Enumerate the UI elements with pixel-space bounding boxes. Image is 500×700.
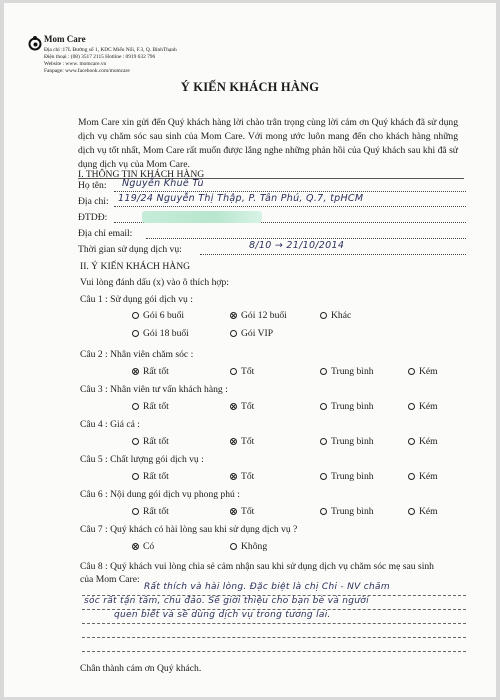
radio-icon: [230, 543, 237, 550]
option-label: Kém: [419, 366, 438, 377]
q1-label: Câu 1 : Sử dụng gói dịch vụ :: [80, 294, 193, 305]
radio-checked-icon: [230, 403, 237, 410]
address-label: Địa chỉ:: [78, 196, 109, 207]
company-address: Địa chỉ :17L Đường số 1, KDC Miếu Nổi, F.3, Q. BìnhThạnh: [44, 47, 177, 54]
service-time-label: Thời gian sử dụng dịch vụ:: [78, 244, 182, 255]
q6-option-good[interactable]: [230, 506, 254, 517]
instruction-text: Vui lòng đánh dấu (x) vào ô thích hợp:: [80, 277, 229, 288]
q8-label: Câu 8 : Quý khách vui lòng chia sẻ cảm nhận sau khi sử dụng dịch vụ chăm sóc mẹ sau sinh: [80, 561, 434, 572]
q1-option-12[interactable]: [230, 310, 287, 321]
option-label: Kém: [419, 436, 438, 447]
radio-icon: [132, 508, 139, 515]
answer-line: [82, 637, 466, 638]
radio-icon: [320, 368, 327, 375]
radio-icon: [132, 330, 139, 337]
option-label: Trung bình: [331, 506, 374, 517]
q6-option-average[interactable]: [320, 506, 374, 517]
q3-option-very-good[interactable]: [132, 401, 169, 412]
q5-option-very-good[interactable]: [132, 471, 169, 482]
q6-option-very-good[interactable]: [132, 506, 169, 517]
radio-icon: [320, 403, 327, 410]
closing-thanks: Chân thành cám ơn Quý khách.: [80, 663, 202, 674]
q1-option-18[interactable]: [132, 328, 189, 339]
option-label: Tốt: [241, 471, 255, 482]
q8-label-continued: của Mom Care:: [80, 574, 140, 585]
option-label: Có: [143, 541, 155, 552]
radio-icon: [408, 438, 415, 445]
company-phone: Điện thoại : (08) 3517 2115 Hotline : 0919 632 796: [44, 54, 156, 60]
option-label: Gói VIP: [241, 328, 274, 339]
section-customer-info-heading: I. THÔNG TIN KHÁCH HÀNG: [78, 169, 205, 180]
q1-option-other[interactable]: [320, 310, 351, 321]
q4-option-very-good[interactable]: [132, 436, 169, 447]
address-value[interactable]: 119/24 Nguyễn Thị Thập, P. Tân Phú, Q.7, tpHCM: [118, 193, 364, 204]
q6-label: Câu 6 : Nội dung gói dịch vụ phong phú :: [80, 489, 240, 500]
q4-label: Câu 4 : Giá cả :: [80, 419, 140, 430]
option-label: Kém: [419, 401, 438, 412]
name-line: [114, 191, 466, 192]
option-label: Tốt: [241, 401, 255, 412]
q5-label: Câu 5 : Chất lượng gói dịch vụ :: [80, 454, 204, 465]
radio-icon: [132, 403, 139, 410]
q3-option-good[interactable]: [230, 401, 254, 412]
option-label: Kém: [419, 506, 438, 517]
option-label: Rất tốt: [143, 436, 169, 447]
radio-checked-icon: [230, 473, 237, 480]
answer-line: [82, 651, 466, 652]
q2-option-good[interactable]: [230, 366, 254, 377]
option-label: Tốt: [241, 506, 255, 517]
option-label: Rất tốt: [143, 401, 169, 412]
service-time-line: [200, 254, 466, 255]
q7-option-yes[interactable]: [132, 541, 154, 552]
q3-option-average[interactable]: [320, 401, 374, 412]
option-label: Gói 18 buổi: [143, 328, 189, 339]
q2-option-poor[interactable]: [408, 366, 438, 377]
q7-option-no[interactable]: [230, 541, 267, 552]
option-label: Tốt: [241, 436, 255, 447]
intro-paragraph: Mom Care xin gửi đến Quý khách hàng lời chào trân trọng cùng lời cám ơn Quý khách đã sử dụng dịch vụ chăm sóc sau sinh của Mom Care. Với mong ước luôn mang đến cho khách hàng những dịch vụ tốt nhất, Mom Care rất muốn được lắng nghe những phản hồi của Quý khách sau khi đã sử dụng dịch vụ của Mom Care.: [78, 117, 458, 170]
brand-name: Mom Care: [44, 34, 86, 44]
option-label: Rất tốt: [143, 366, 169, 377]
q4-option-average[interactable]: [320, 436, 374, 447]
service-time-value[interactable]: 8/10 → 21/10/2014: [249, 240, 345, 251]
option-label: Trung bình: [331, 366, 374, 377]
radio-icon: [230, 330, 237, 337]
option-label: Trung bình: [331, 471, 374, 482]
q3-option-poor[interactable]: [408, 401, 438, 412]
radio-checked-icon: [230, 438, 237, 445]
option-label: Rất tốt: [143, 506, 169, 517]
q8-answer-line-3[interactable]: quen biết và sẽ dùng dịch vụ trong tương lai.: [114, 610, 331, 620]
radio-checked-icon: [132, 368, 139, 375]
q2-option-very-good[interactable]: [132, 366, 169, 377]
option-label: Không: [241, 541, 268, 552]
section-feedback-heading: II. Ý KIẾN KHÁCH HÀNG: [80, 261, 191, 272]
feedback-form-page: [4, 3, 496, 697]
company-fanpage: Fanpage: www.facebook.com/momcare: [44, 67, 130, 74]
option-label: Trung bình: [331, 401, 374, 412]
q2-label: Câu 2 : Nhân viên chăm sóc :: [80, 349, 194, 360]
answer-line: [82, 623, 466, 624]
phone-label: ĐTDĐ:: [78, 212, 108, 223]
name-value[interactable]: Nguyễn Khuê Tú: [122, 178, 204, 189]
radio-icon: [320, 312, 327, 319]
radio-icon: [320, 473, 327, 480]
q4-option-good[interactable]: [230, 436, 254, 447]
q3-label: Câu 3 : Nhân viên tư vấn khách hàng :: [80, 384, 228, 395]
radio-icon: [320, 508, 327, 515]
q1-option-vip[interactable]: [230, 328, 273, 339]
q6-option-poor[interactable]: [408, 506, 438, 517]
radio-icon: [408, 508, 415, 515]
redacted-contact-blur: [142, 211, 262, 223]
q8-answer-line-1[interactable]: Rất thích và hài lòng. Đặc biệt là chị Chi - NV chăm: [144, 582, 390, 592]
q1-option-6[interactable]: [132, 310, 184, 321]
mom-care-logo-icon: [28, 35, 42, 51]
option-label: Gói 12 buổi: [241, 310, 287, 321]
address-line: [114, 206, 466, 207]
option-label: Khác: [331, 310, 352, 321]
radio-checked-icon: [132, 543, 139, 550]
radio-checked-icon: [230, 312, 237, 319]
q5-option-good[interactable]: [230, 471, 254, 482]
q5-option-poor[interactable]: [408, 471, 438, 482]
radio-checked-icon: [230, 508, 237, 515]
company-header: [44, 34, 177, 74]
option-label: Trung bình: [331, 436, 374, 447]
radio-icon: [320, 438, 327, 445]
q7-label: Câu 7 : Quý khách có hài lòng sau khi sử dụng dịch vụ ?: [80, 524, 298, 535]
radio-icon: [132, 473, 139, 480]
q2-option-average[interactable]: [320, 366, 374, 377]
option-label: Tốt: [241, 366, 255, 377]
option-label: Gói 6 buổi: [143, 310, 185, 321]
radio-icon: [408, 368, 415, 375]
email-label: Địa chỉ email:: [78, 228, 133, 239]
name-label: Họ tên:: [78, 180, 107, 191]
option-label: Kém: [419, 471, 438, 482]
q8-answer-line-2[interactable]: sóc rất tận tâm, chu đáo. Sẽ giới thiệu cho bạn bè và người: [84, 596, 369, 606]
radio-icon: [408, 403, 415, 410]
q5-option-average[interactable]: [320, 471, 374, 482]
radio-icon: [132, 438, 139, 445]
radio-icon: [132, 312, 139, 319]
radio-icon: [408, 473, 415, 480]
option-label: Rất tốt: [143, 471, 169, 482]
email-line[interactable]: [146, 238, 466, 239]
company-website: Website : www. momcare.vn: [44, 60, 107, 67]
radio-icon: [230, 368, 237, 375]
page-title: Ý KIẾN KHÁCH HÀNG: [180, 80, 320, 94]
q4-option-poor[interactable]: [408, 436, 438, 447]
